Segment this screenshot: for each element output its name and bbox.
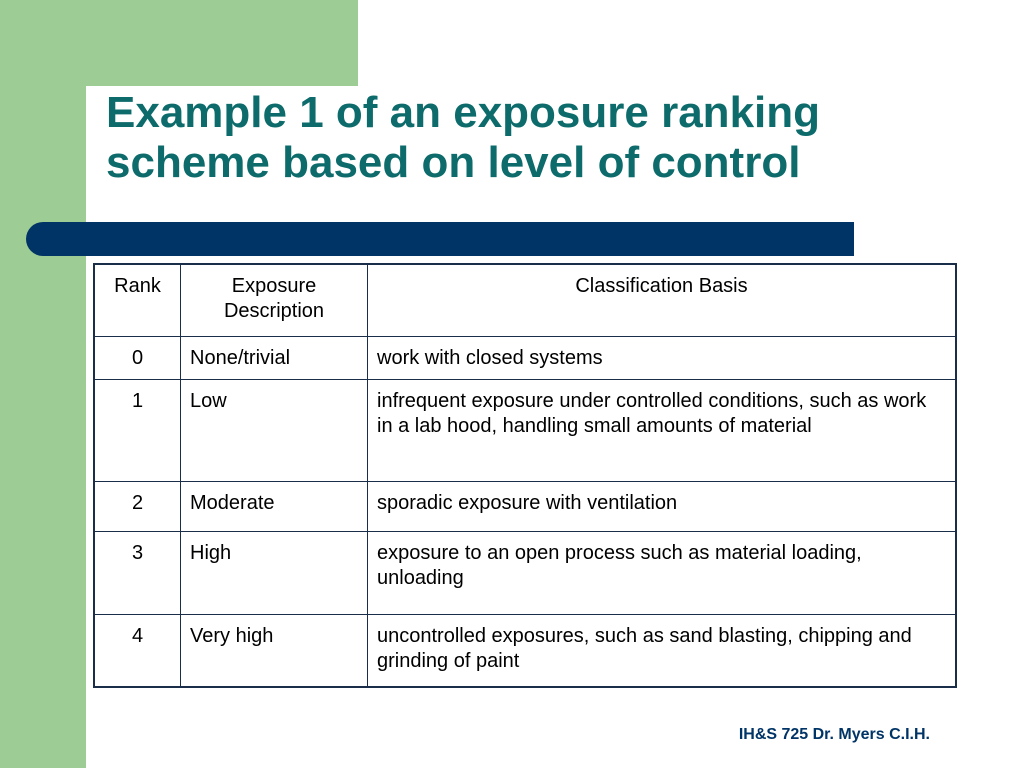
header-classification-basis: Classification Basis (368, 264, 957, 337)
header-rank: Rank (94, 264, 181, 337)
slide-title-line-1: Example 1 of an exposure ranking (106, 88, 821, 137)
slide-title-line-2: scheme based on level of control (106, 138, 801, 187)
description-cell: Very high (181, 615, 368, 688)
description-cell: Low (181, 380, 368, 482)
table-row (94, 482, 956, 532)
table-row (94, 615, 956, 688)
slide-title (106, 88, 986, 188)
title-underline-bar (26, 222, 854, 256)
exposure-ranking-table (93, 263, 957, 688)
header-description-line-2: Description (223, 300, 325, 322)
rank-cell: 1 (94, 380, 181, 482)
table-row (94, 380, 956, 482)
basis-cell: work with closed systems (368, 337, 957, 380)
basis-cell: exposure to an open process such as material loading, unloading (368, 532, 957, 615)
description-cell: High (181, 532, 368, 615)
rank-cell: 2 (94, 482, 181, 532)
basis-cell: infrequent exposure under controlled conditions, such as work in a lab hood, handling small amounts of material (368, 380, 957, 482)
table-header-row (94, 264, 956, 337)
description-cell: None/trivial (181, 337, 368, 380)
description-cell: Moderate (181, 482, 368, 532)
header-description-line-1: Exposure (231, 275, 317, 297)
table-row (94, 337, 956, 380)
ranking-table-container (93, 263, 957, 688)
decorative-top-block (0, 0, 358, 86)
rank-cell: 0 (94, 337, 181, 380)
slide-footer: IH&S 725 Dr. Myers C.I.H. (738, 726, 930, 743)
decorative-left-strip (0, 0, 86, 768)
rank-cell: 3 (94, 532, 181, 615)
rank-cell: 4 (94, 615, 181, 688)
table-row (94, 532, 956, 615)
header-exposure-description (181, 264, 368, 337)
basis-cell: uncontrolled exposures, such as sand blasting, chipping and grinding of paint (368, 615, 957, 688)
basis-cell: sporadic exposure with ventilation (368, 482, 957, 532)
